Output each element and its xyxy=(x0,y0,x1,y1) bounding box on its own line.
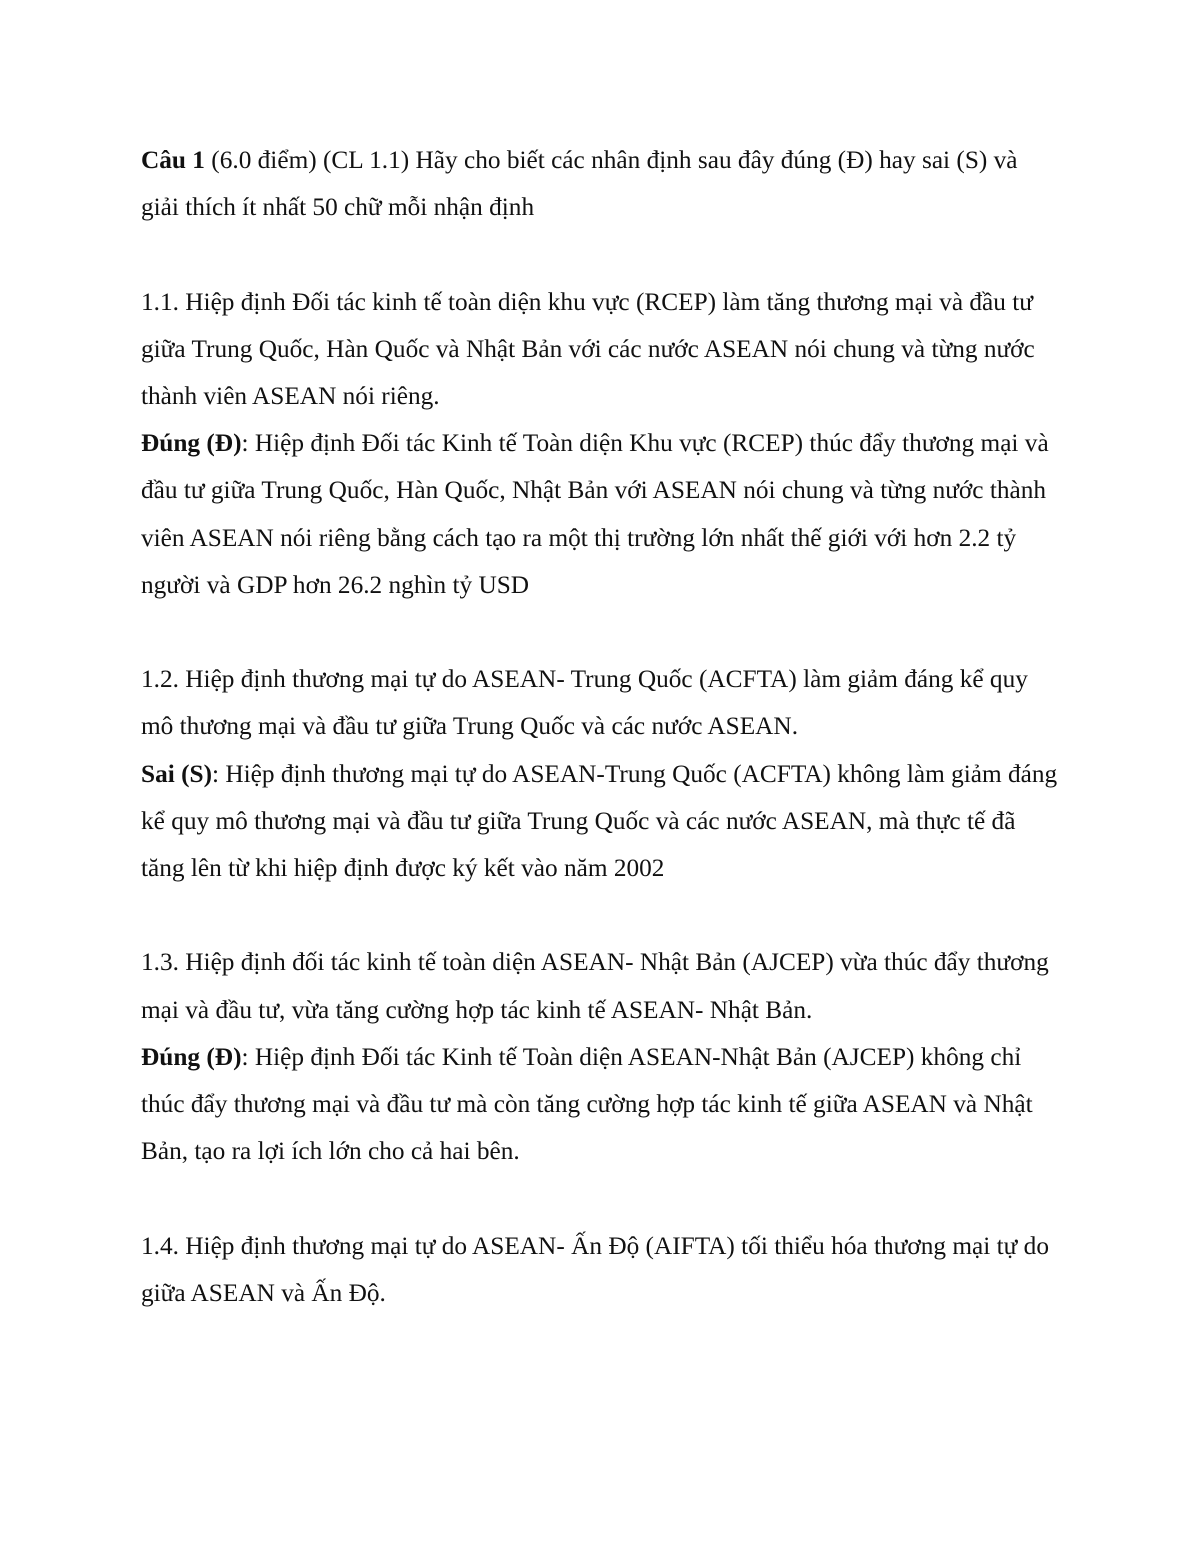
verdict-label: Đúng (Đ) xyxy=(141,1042,242,1071)
answer-explanation: : Hiệp định thương mại tự do ASEAN-Trung Quốc (ACFTA) không làm giảm đáng kể quy mô thương mại và đầu tư giữa Trung Quốc và các nước ASEAN, mà thực tế đã tăng lên từ khi hiệp định được ký kết vào năm 2002 xyxy=(141,759,1058,883)
statement-1-1: 1.1. Hiệp định Đối tác kinh tế toàn diện khu vực (RCEP) làm tăng thương mại và đầu tư giữa Trung Quốc, Hàn Quốc và Nhật Bản với các nước ASEAN nói chung và từng nước thành viên ASEAN nói riêng. xyxy=(141,287,1035,410)
verdict-label: Đúng (Đ) xyxy=(141,429,242,458)
question-text: (6.0 điểm) (CL 1.1) Hãy cho biết các nhân định sau đây đúng (Đ) hay sai (S) và giải thích ít nhất 50 chữ mỗi nhận định xyxy=(141,146,1018,222)
verdict-label: Sai (S) xyxy=(141,759,212,788)
statement-1-4: 1.4. Hiệp định thương mại tự do ASEAN- Ấn Độ (AIFTA) tối thiểu hóa thương mại tự do giữa ASEAN và Ấn Độ. xyxy=(141,1231,1049,1307)
question-heading xyxy=(141,137,1061,231)
answer-explanation: : Hiệp định Đối tác Kinh tế Toàn diện Khu vực (RCEP) thúc đẩy thương mại và đầu tư giữa Trung Quốc, Hàn Quốc, Nhật Bản với ASEAN nói chung và từng nước thành viên ASEAN nói riêng bằng cách tạo ra một thị trường lớn nhất thế giới với hơn 2.2 tỷ người và GDP hơn 26.2 nghìn tỷ USD xyxy=(141,429,1049,599)
statement-1-2: 1.2. Hiệp định thương mại tự do ASEAN- Trung Quốc (ACFTA) làm giảm đáng kể quy mô thương mại và đầu tư giữa Trung Quốc và các nước ASEAN. xyxy=(141,665,1028,741)
answer-1-3 xyxy=(141,1034,1061,1176)
answer-explanation: : Hiệp định Đối tác Kinh tế Toàn diện ASEAN-Nhật Bản (AJCEP) không chỉ thúc đẩy thương mại và đầu tư mà còn tăng cường hợp tác kinh tế giữa ASEAN và Nhật Bản, tạo ra lợi ích lớn cho cả hai bên. xyxy=(141,1042,1033,1166)
paragraph-gap xyxy=(141,609,1061,656)
answer-1-1 xyxy=(141,420,1061,609)
answer-1-2 xyxy=(141,751,1061,893)
paragraph-gap xyxy=(141,892,1061,939)
statement-1-3: 1.3. Hiệp định đối tác kinh tế toàn diện ASEAN- Nhật Bản (AJCEP) vừa thúc đẩy thương mại và đầu tư, vừa tăng cường hợp tác kinh tế ASEAN- Nhật Bản. xyxy=(141,948,1049,1024)
document-body xyxy=(141,137,1061,1317)
paragraph-gap xyxy=(141,1175,1061,1222)
question-label: Câu 1 xyxy=(141,146,205,174)
paragraph-gap xyxy=(141,231,1061,278)
